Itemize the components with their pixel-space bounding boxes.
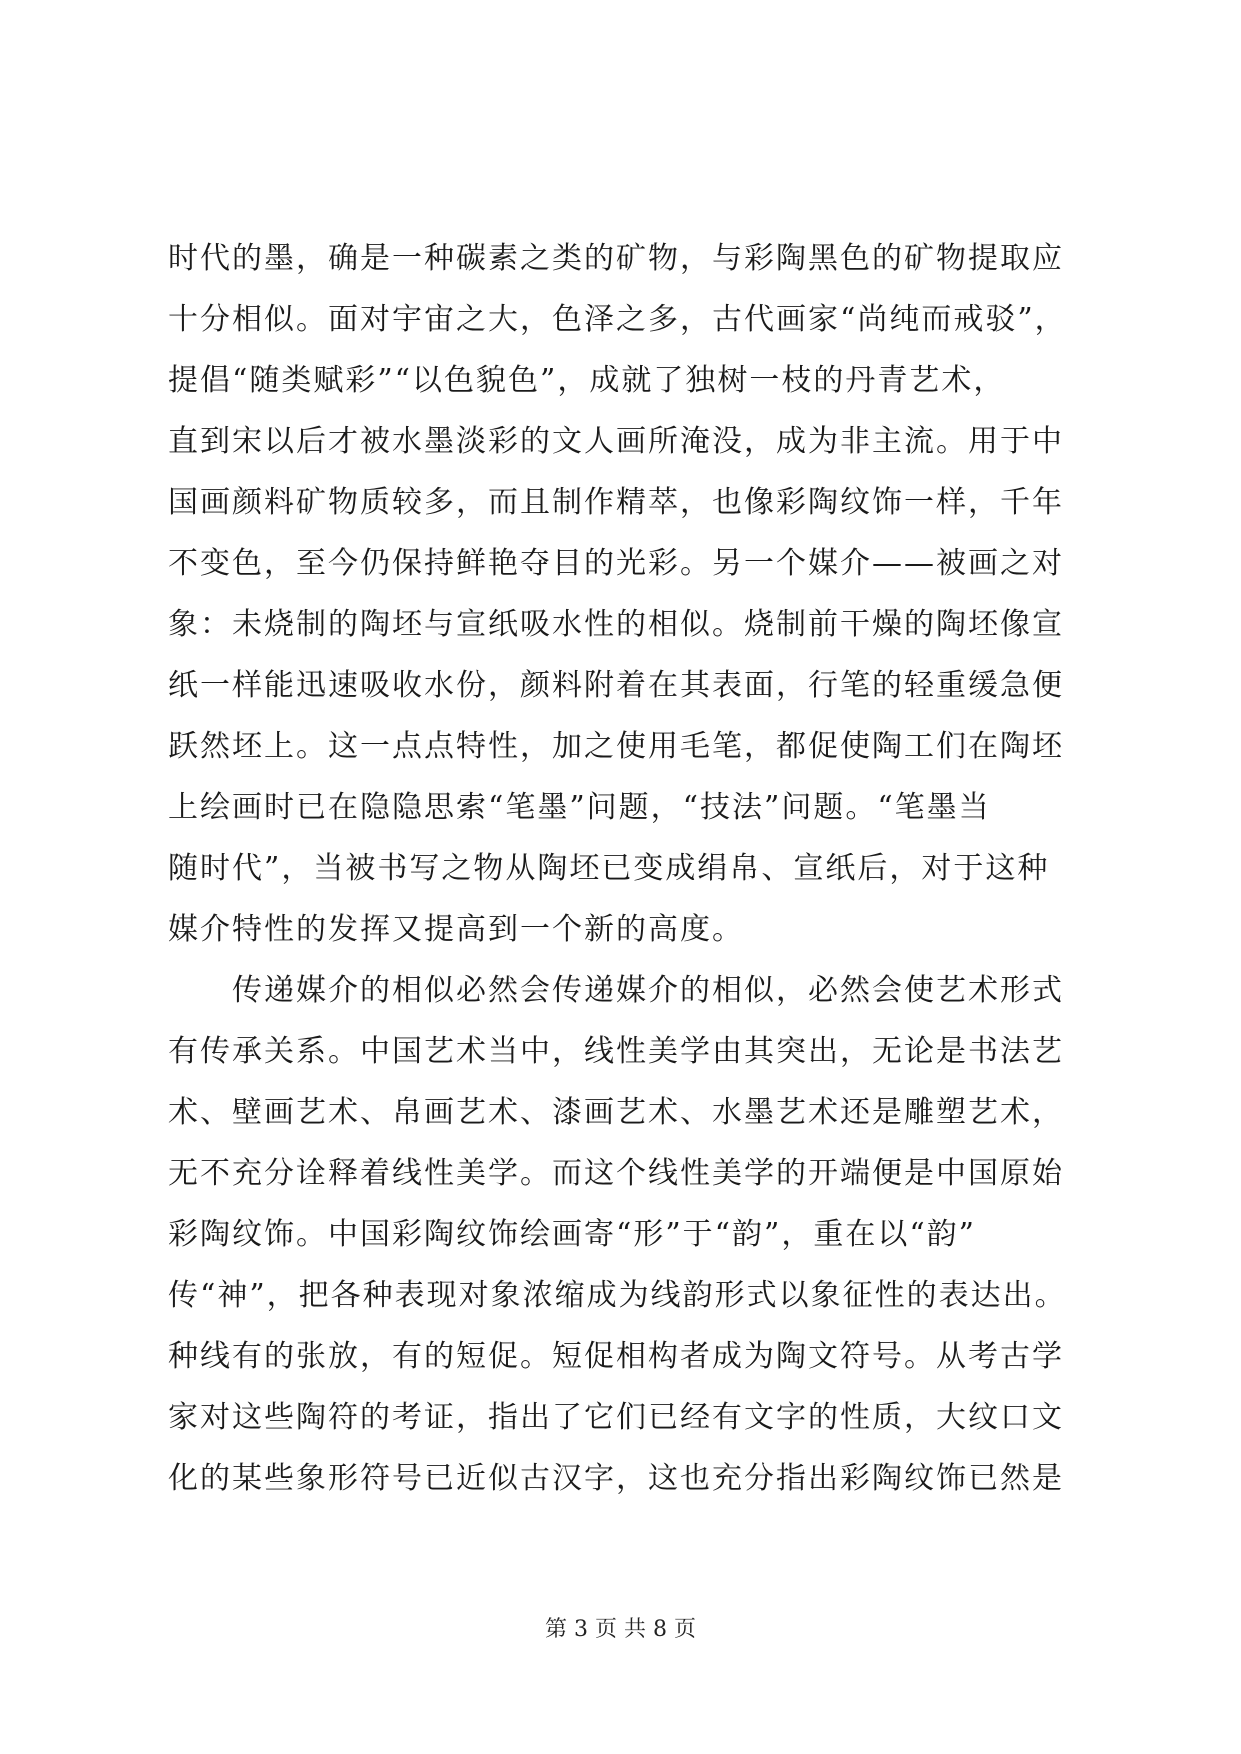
text-line: 彩陶纹饰。中国彩陶纹饰绘画寄“形”于“韵”，重在以“韵” (168, 1217, 977, 1252)
text-line: 上绘画时已在隐隐思索“笔墨”问题，“技法”问题。“笔墨当 (168, 790, 991, 825)
text-line: 无不充分诠释着线性美学。而这个线性美学的开端便是中国原始 (168, 1156, 1064, 1191)
body-text (168, 228, 1078, 1509)
text-line: 种线有的张放，有的短促。短促相构者成为陶文符号。从考古学 (168, 1339, 1064, 1374)
text-line: 象：未烧制的陶坯与宣纸吸水性的相似。烧制前干燥的陶坯像宣 (168, 607, 1064, 642)
text-line: 纸一样能迅速吸收水份，颜料附着在其表面，行笔的轻重缓急便 (168, 668, 1064, 703)
text-line: 时代的墨，确是一种碳素之类的矿物，与彩陶黑色的矿物提取应 (168, 241, 1064, 276)
text-line: 家对这些陶符的考证，指出了它们已经有文字的性质，大纹口文 (168, 1400, 1064, 1435)
text-line: 直到宋以后才被水墨淡彩的文人画所淹没，成为非主流。用于中 (168, 424, 1064, 459)
text-line: 术、壁画艺术、帛画艺术、漆画艺术、水墨艺术还是雕塑艺术， (168, 1095, 1064, 1130)
text-line: 跃然坯上。这一点点特性，加之使用毛笔，都促使陶工们在陶坯 (168, 729, 1064, 764)
text-line: 国画颜料矿物质较多，而且制作精萃，也像彩陶纹饰一样，千年 (168, 485, 1064, 520)
text-line: 提倡“随类赋彩”“以色貌色”，成就了独树一枝的丹青艺术， (168, 363, 1006, 398)
text-line: 化的某些象形符号已近似古汉字，这也充分指出彩陶纹饰已然是 (168, 1461, 1064, 1496)
text-line: 媒介特性的发挥又提高到一个新的高度。 (168, 912, 744, 947)
text-line: 不变色，至今仍保持鲜艳夺目的光彩。另一个媒介——被画之对 (168, 546, 1064, 581)
text-line: 传“神”，把各种表现对象浓缩成为线韵形式以象征性的表达出。 (168, 1278, 1067, 1313)
text-line: 传递媒介的相似必然会传递媒介的相似，必然会使艺术形式 (168, 973, 1064, 1008)
text-line: 随时代”，当被书写之物从陶坯已变成绢帛、宣纸后，对于这种 (168, 851, 1050, 886)
text-line: 十分相似。面对宇宙之大，色泽之多，古代画家“尚纯而戒驳”， (168, 302, 1067, 337)
text-line: 有传承关系。中国艺术当中，线性美学由其突出，无论是书法艺 (168, 1034, 1064, 1069)
page-footer (0, 1612, 1241, 1643)
page-number-label: 第 3 页 共 8 页 (545, 1617, 696, 1642)
